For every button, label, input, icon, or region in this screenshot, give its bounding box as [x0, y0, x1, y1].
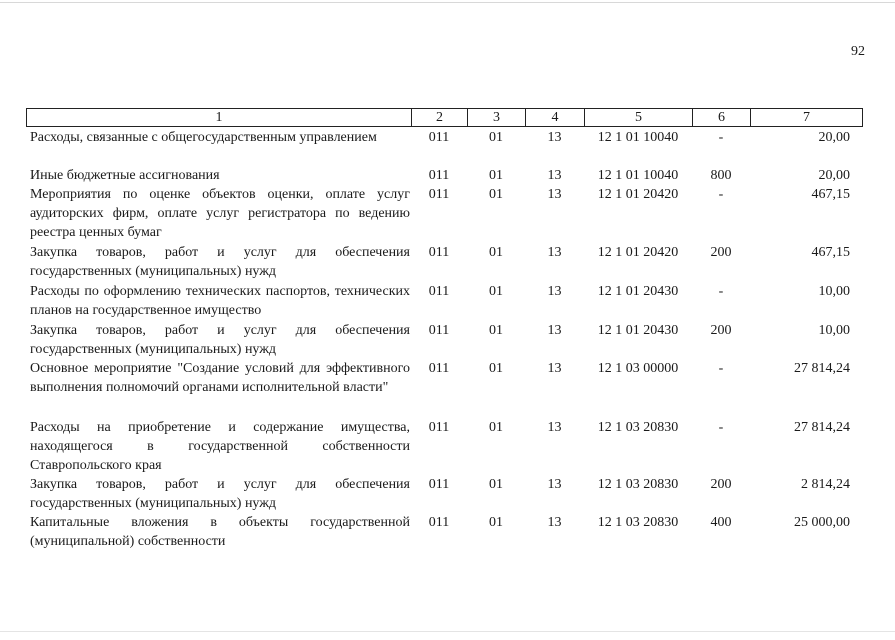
row-subsection-code: 13 [547, 515, 562, 530]
row-amount: 467,15 [811, 187, 850, 202]
row-subsection-code: 13 [547, 130, 562, 145]
row-ministry-code: 011 [428, 168, 450, 183]
row-expense-type: 200 [710, 245, 732, 260]
row-amount: 467,15 [811, 245, 850, 260]
header-cell-6: 6 [693, 109, 751, 127]
row-ministry-code: 011 [428, 361, 450, 376]
row-ministry-code: 011 [428, 245, 450, 260]
row-subsection-code: 13 [547, 361, 562, 376]
row-subsection-code: 13 [547, 323, 562, 338]
row-subsection-code: 13 [547, 420, 562, 435]
row-target-article: 12 1 03 00000 [597, 361, 679, 376]
header-cell-1: 1 [27, 109, 412, 127]
header-cell-3: 3 [468, 109, 526, 127]
row-subsection-code: 13 [547, 284, 562, 299]
row-name: Расходы, связанные с общегосударственным управлением [30, 130, 377, 145]
row-ministry-code: 011 [428, 130, 450, 145]
row-section-code: 01 [489, 323, 503, 338]
row-target-article: 12 1 01 20430 [597, 323, 679, 338]
row-ministry-code: 011 [428, 187, 450, 202]
row-name: Основное мероприятие "Создание условий для эффективного выполнения полномочий органами исполнительной власти" [30, 361, 410, 395]
row-section-code: 01 [489, 168, 503, 183]
row-amount: 27 814,24 [794, 420, 850, 435]
scan-edge-bottom [0, 631, 895, 632]
row-subsection-code: 13 [547, 477, 562, 492]
row-name: Закупка товаров, работ и услуг для обеспечения государственных (муниципальных) нужд [30, 477, 410, 511]
row-target-article: 12 1 03 20830 [597, 515, 679, 530]
row-ministry-code: 011 [428, 477, 450, 492]
row-expense-type: - [718, 284, 724, 299]
row-expense-type: 200 [710, 477, 732, 492]
row-expense-type: 200 [710, 323, 732, 338]
row-amount: 20,00 [818, 168, 850, 183]
row-target-article: 12 1 03 20830 [597, 477, 679, 492]
header-cell-2: 2 [412, 109, 468, 127]
row-expense-type: - [718, 187, 724, 202]
row-ministry-code: 011 [428, 515, 450, 530]
row-target-article: 12 1 03 20830 [597, 420, 679, 435]
row-expense-type: - [718, 361, 724, 376]
row-section-code: 01 [489, 515, 503, 530]
row-ministry-code: 011 [428, 420, 450, 435]
header-cell-5: 5 [585, 109, 693, 127]
row-amount: 27 814,24 [794, 361, 850, 376]
row-amount: 10,00 [818, 323, 850, 338]
row-name: Закупка товаров, работ и услуг для обеспечения государственных (муниципальных) нужд [30, 323, 410, 357]
row-amount: 2 814,24 [801, 477, 850, 492]
row-amount: 20,00 [818, 130, 850, 145]
header-cell-4: 4 [526, 109, 585, 127]
row-target-article: 12 1 01 10040 [597, 130, 679, 145]
row-name: Капитальные вложения в объекты государственной (муниципальной) собственности [30, 515, 410, 549]
row-section-code: 01 [489, 420, 503, 435]
row-target-article: 12 1 01 20420 [597, 187, 679, 202]
header-cell-7: 7 [751, 109, 863, 127]
column-number-header [26, 108, 863, 127]
row-section-code: 01 [489, 477, 503, 492]
row-ministry-code: 011 [428, 284, 450, 299]
row-ministry-code: 011 [428, 323, 450, 338]
row-section-code: 01 [489, 284, 503, 299]
scan-edge-top [0, 2, 895, 3]
row-amount: 10,00 [818, 284, 850, 299]
row-subsection-code: 13 [547, 187, 562, 202]
header-row [27, 109, 863, 127]
row-subsection-code: 13 [547, 168, 562, 183]
row-target-article: 12 1 01 20430 [597, 284, 679, 299]
row-expense-type: - [718, 130, 724, 145]
row-expense-type: - [718, 420, 724, 435]
page-number: 92 [851, 44, 865, 59]
row-section-code: 01 [489, 187, 503, 202]
row-name: Расходы на приобретение и содержание имущества, находящегося в государственной собственности Ставропольского края [30, 420, 410, 473]
row-section-code: 01 [489, 245, 503, 260]
row-target-article: 12 1 01 20420 [597, 245, 679, 260]
row-name: Мероприятия по оценке объектов оценки, оплате услуг аудиторских фирм, оплате услуг регистратора по ведению реестра ценных бумаг [30, 187, 410, 240]
row-target-article: 12 1 01 10040 [597, 168, 679, 183]
row-section-code: 01 [489, 130, 503, 145]
row-name: Расходы по оформлению технических паспортов, технических планов на государственное имущество [30, 284, 410, 318]
row-expense-type: 800 [710, 168, 732, 183]
row-expense-type: 400 [710, 515, 732, 530]
row-amount: 25 000,00 [794, 515, 850, 530]
row-name: Закупка товаров, работ и услуг для обеспечения государственных (муниципальных) нужд [30, 245, 410, 279]
row-section-code: 01 [489, 361, 503, 376]
row-subsection-code: 13 [547, 245, 562, 260]
row-name: Иные бюджетные ассигнования [30, 168, 220, 183]
